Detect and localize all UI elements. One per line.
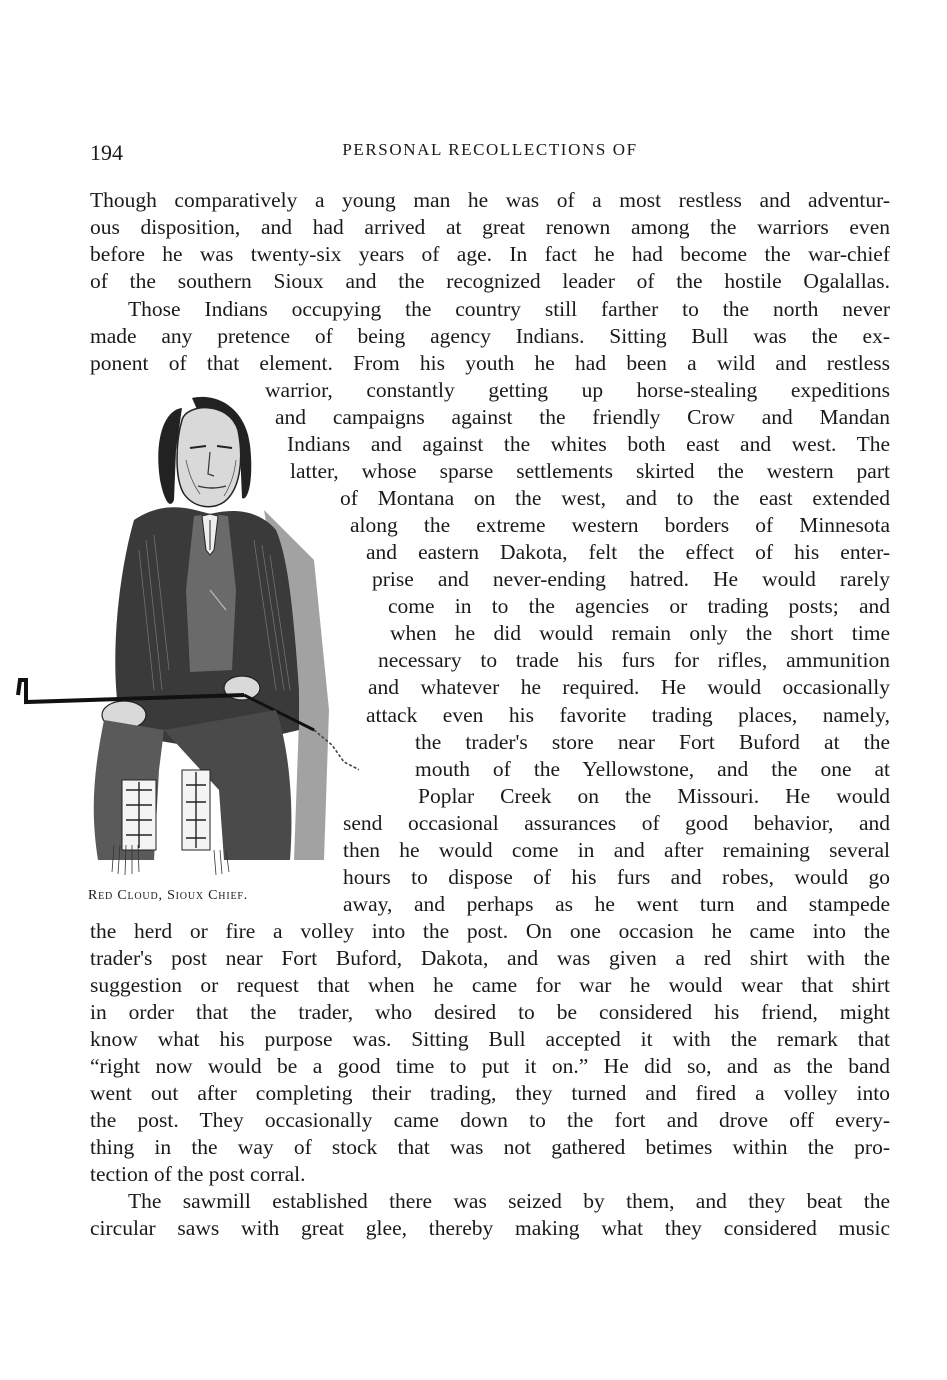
figure-caption: Red Cloud, Sioux Chief. <box>88 888 249 903</box>
text-line: mouth of the Yellowstone, and the one at <box>415 757 890 781</box>
text-line: trader's post near Fort Buford, Dakota, and was given a red shirt with the <box>90 946 890 970</box>
text-line: then he would come in and after remaining several <box>343 838 890 862</box>
text-line: Indians and against the whites both east and west. The <box>287 432 890 456</box>
text-line: thing in the way of stock that was not gathered betimes within the pro- <box>90 1135 890 1159</box>
text-line: before he was twenty-six years of age. In fact he had become the war-chief <box>90 242 890 266</box>
text-line: circular saws with great glee, thereby making what they considered music <box>90 1216 890 1240</box>
text-line: the post. They occasionally came down to the fort and drove off every- <box>90 1108 890 1132</box>
text-line: hours to dispose of his furs and robes, would go <box>343 865 890 889</box>
text-line: prise and never-ending hatred. He would rarely <box>372 567 890 591</box>
text-line: and whatever he required. He would occasionally <box>368 675 890 699</box>
page-number: 194 <box>90 140 123 165</box>
text-line: of the southern Sioux and the recognized leader of the hostile Ogalallas. <box>90 269 890 293</box>
text-line: the herd or fire a volley into the post. On one occasion he came into the <box>90 919 890 943</box>
text-line: ponent of that element. From his youth he had been a wild and restless <box>90 351 890 375</box>
page-header <box>90 137 890 167</box>
text-line: away, and perhaps as he went turn and stampede <box>343 892 890 916</box>
text-line: and eastern Dakota, felt the effect of his enter- <box>366 540 890 564</box>
text-line: come in to the agencies or trading posts; and <box>388 594 890 618</box>
text-line: went out after completing their trading, they turned and fired a volley into <box>90 1081 890 1105</box>
text-line: made any pretence of being agency Indians. Sitting Bull was the ex- <box>90 324 890 348</box>
text-line: the trader's store near Fort Buford at the <box>415 730 890 754</box>
text-line: necessary to trade his furs for rifles, ammunition <box>378 648 890 672</box>
text-line: and campaigns against the friendly Crow and Mandan <box>275 405 890 429</box>
text-line: send occasional assurances of good behavior, and <box>343 811 890 835</box>
text-line: know what his purpose was. Sitting Bull accepted it with the remark that <box>90 1027 890 1051</box>
text-line: The sawmill established there was seized by them, and they beat the <box>128 1189 890 1213</box>
text-line: ous disposition, and had arrived at great renown among the warriors even <box>90 215 890 239</box>
text-line: tection of the post corral. <box>90 1162 306 1186</box>
text-line: in order that the trader, who desired to be considered his friend, might <box>90 1000 890 1024</box>
text-line: warrior, constantly getting up horse-stealing expeditions <box>265 378 890 402</box>
running-head: PERSONAL RECOLLECTIONS OF <box>342 140 638 159</box>
text-line: of Montana on the west, and to the east extended <box>340 486 890 510</box>
text-line: Those Indians occupying the country still farther to the north never <box>128 297 890 321</box>
text-line: Poplar Creek on the Missouri. He would <box>418 784 890 808</box>
text-line: latter, whose sparse settlements skirted the western part <box>290 459 890 483</box>
text-line: “right now would be a good time to put it on.” He did so, and as the band <box>90 1054 890 1078</box>
portrait-illustration <box>14 390 359 880</box>
text-line: suggestion or request that when he came for war he would wear that shirt <box>90 973 890 997</box>
text-line: when he did would remain only the short time <box>390 621 890 645</box>
text-line: attack even his favorite trading places, namely, <box>366 703 890 727</box>
text-line: Though comparatively a young man he was of a most restless and adventur- <box>90 188 890 212</box>
text-line: along the extreme western borders of Minnesota <box>350 513 890 537</box>
